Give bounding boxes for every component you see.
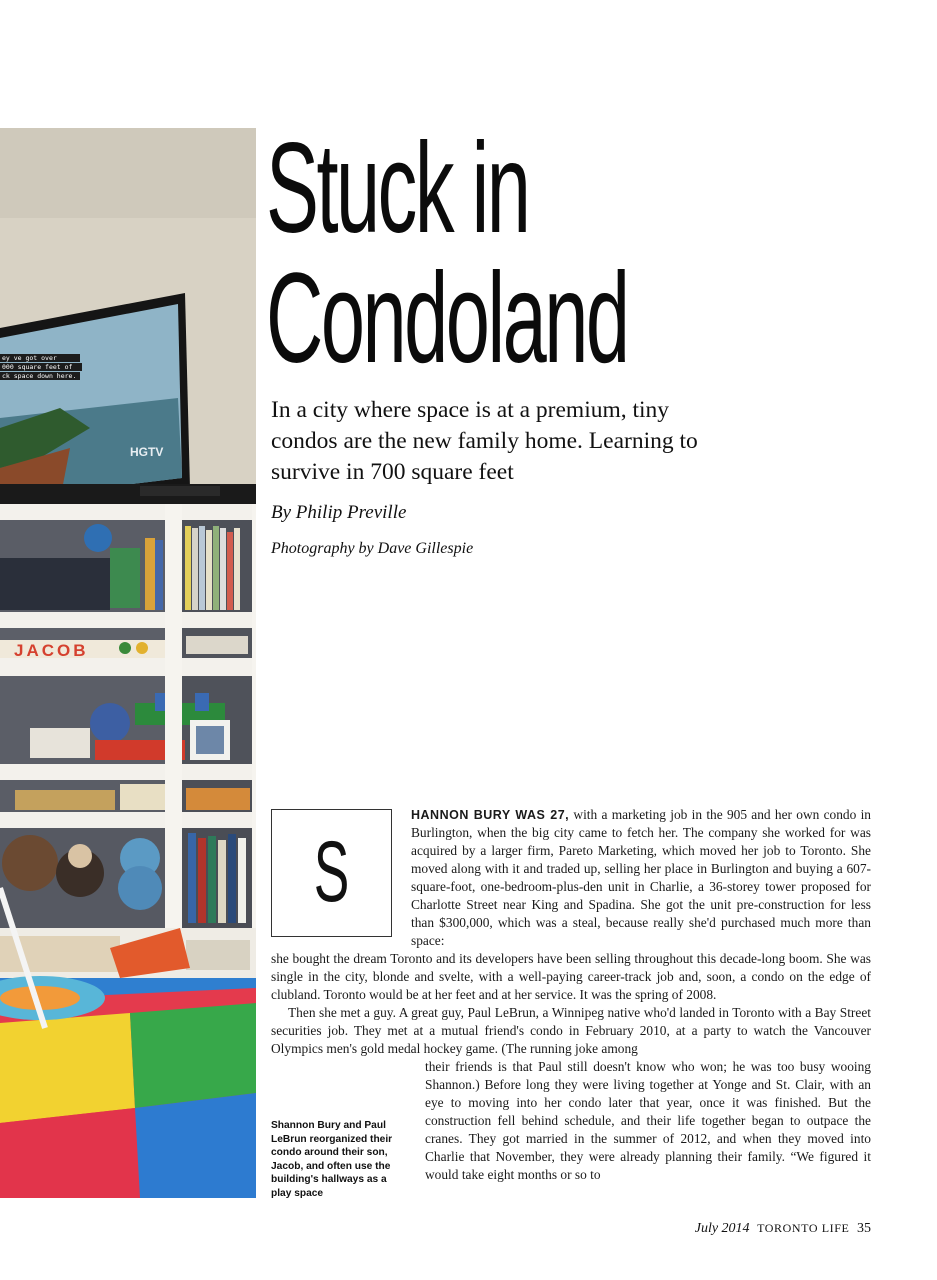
body-paragraph-2: Then she met a guy. A great guy, Paul LeBrun, a Winnipeg native who'd landed in Toronto with a Bay Street securities job. They met at a mutual friend's condo in February 2010, at a party to watch the Vancouver Olympics men's gold medal hockey game. (The running joke among	[271, 1005, 871, 1056]
headline	[266, 117, 628, 390]
headline-line1: Stuck in	[266, 117, 529, 260]
byline: By Philip Preville	[271, 502, 407, 523]
body-full-width	[271, 950, 871, 1058]
feature-photo	[0, 128, 256, 1198]
body-paragraph-bottom: their friends is that Paul still doesn't know who won; he was too busy wooing Shannon.) Before long they were living together at Yonge and St. Clair, with an eye to moving into her condo later that year, once it was finished. But the construction fell behind schedule, and their life together began to outpace the cranes. They got married in the summer of 2012, and when they moved into Charlie that November, they were already planning their family. “We figured it would take eight months or so to	[425, 1059, 871, 1182]
issue-date: July 2014	[694, 1221, 750, 1236]
photo-caption: Shannon Bury and Paul LeBrun reorganized their condo around their son, Jacob, and often use the building's hallways as a play space	[271, 1120, 393, 1199]
body-paragraph-1: she bought the dream Toronto and its developers have been selling throughout this decade-long boom. She was single in the city, blonde and svelte, with a well-paying career-track job and, soon, a condo on the edge of clubland. Toronto would be at her feet and at her service. It was the spring of 2008.	[271, 951, 871, 1002]
magazine-name: TORONTO LIFE	[757, 1221, 850, 1235]
page-footer	[695, 1221, 871, 1237]
headline-line2: Condoland	[266, 247, 628, 390]
drop-cap-box	[271, 809, 392, 937]
toy-letters-text: JACOB	[14, 641, 89, 660]
dek: In a city where space is at a premium, tiny condos are the new family home. Learning to survive in 700 square feet	[271, 397, 698, 485]
tv-caption-line1: ey ve got over	[2, 354, 57, 362]
toy-letters	[0, 640, 165, 660]
drop-cap-letter: S	[313, 824, 350, 920]
tv-logo: HGTV	[130, 445, 164, 459]
body-top-text: with a marketing job in the 905 and her own condo in Burlington, when the big city came to fetch her. The company she worked for was acquired by a larger firm, Pareto Marketing, which moved her job to Toronto. She moved along with it and traded up, selling her place in Burlington and buying a 607-square-foot, one-bedroom-plus-den unit in Charlie, a 36-storey tower proposed for Charlotte Street near King and Spadina. She got the unit pre-construction for less than $300,000, which was a steal, because really she'd purchased much more than space:	[411, 807, 872, 948]
tv-caption-line3: ck space down here.	[2, 372, 77, 380]
page-number: 35	[857, 1221, 871, 1236]
lead-in: HANNON BURY WAS 27,	[411, 808, 570, 822]
tv-caption-line2: 000 square feet of	[2, 363, 73, 371]
body-paragraph-top	[411, 806, 871, 950]
television	[0, 293, 190, 510]
photo-credit: Photography by Dave Gillespie	[271, 540, 474, 557]
